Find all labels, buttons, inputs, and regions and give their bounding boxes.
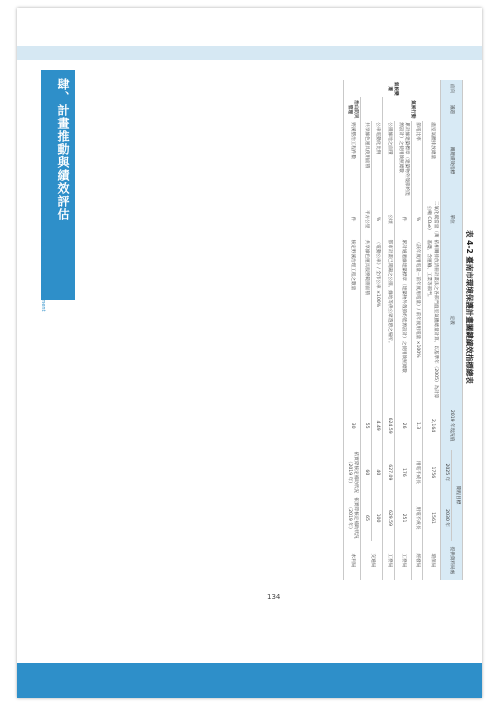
baseline-cell: 1.3 [412, 402, 423, 450]
page-number: 134 [267, 593, 281, 601]
rotated-table-area [87, 80, 479, 590]
chapter-title-en: Plan Promotion and Performance Assessment [40, 198, 46, 312]
bottom-color-bar [17, 663, 482, 698]
kpi-cell: 野溪整治工程件數 [343, 121, 360, 199]
target-2030-cell: 251 [394, 495, 411, 541]
definition-cell: 共享綠色運具服務範圍面積 [361, 239, 372, 402]
target-2030-cell: 依實際核定補助狀況（2019 年） [343, 495, 360, 541]
table-header-row [451, 80, 462, 580]
domain-cell: 氣候變遷 [343, 80, 440, 97]
table-caption: 表 4-2 臺南市環境保護計畫關鍵績效指標總表 [465, 230, 474, 384]
header-provider: 提供資料局處 [440, 541, 462, 580]
baseline-cell: 2,164 [423, 402, 440, 450]
topic-cell: 治山防災管理 [343, 97, 360, 121]
provider-cell: 水利局 [343, 541, 360, 580]
target-2025-cell: 1756 [423, 450, 440, 496]
unit-cell: 平方公里 [361, 200, 372, 239]
target-2025-cell: 60 [361, 450, 372, 496]
baseline-cell: 26 [394, 402, 411, 450]
provider-cell: 工務局 [383, 541, 394, 580]
kpi-cell: 累計綠建築標章（建築物外殼節約能源設計）之使用執照總數 [394, 121, 411, 199]
top-color-band [17, 46, 482, 60]
header-topic: 議題 [440, 97, 462, 121]
target-2030-cell: 629.59 [383, 495, 394, 541]
target-2025-cell: 用電不成長 [412, 450, 423, 496]
target-2025-cell: 176 [394, 450, 411, 496]
definition-cell: 依相關排放清冊計畫法之各部門溫室氣體總量計算，以基準年（2005）為計算基礎，含運輸、工業等部門。 [423, 239, 440, 402]
baseline-cell: 30 [343, 402, 360, 450]
target-2025-cell: 627.09 [383, 450, 394, 496]
header-definition: 定義 [440, 239, 462, 402]
target-2030-cell: 1561 [423, 495, 440, 541]
header-2025: 2025 年 [440, 450, 451, 496]
table-inner [87, 80, 479, 590]
definition-cell: （該年度用電量－前年度用電量）/ 前年度用電量 ×100% [412, 239, 423, 402]
document-page [17, 8, 482, 698]
unit-cell: 件 [343, 200, 360, 239]
target-2030-cell: 65 [361, 495, 372, 541]
target-2030-cell: 用電不成長 [412, 495, 423, 541]
top-margin [17, 8, 482, 46]
target-2025-cell: 依實際核定補助狀況（2019 年） [343, 450, 360, 496]
provider-cell: 經發局 [412, 541, 423, 580]
provider-cell: 交通局 [361, 541, 383, 580]
kpi-cell: 溫室氣體排放總量 [423, 121, 440, 199]
kpi-cell: 公園綠地之面積 [383, 121, 394, 199]
kpi-cell: 公車電動化比例 [372, 121, 383, 199]
unit-cell: 二氧化碳當量（萬公噸 CO₂e） [423, 200, 440, 239]
table-row [412, 80, 423, 580]
baseline-cell: 4.49 [372, 402, 383, 450]
kpi-table [343, 80, 463, 580]
topic-cell: 氣候行動 [383, 97, 440, 121]
unit-cell: 件 [394, 200, 411, 239]
header-target-group: 期程目標 [451, 450, 462, 541]
kpi-cell: 共享綠色運具使用面積 [361, 121, 372, 199]
table-row [383, 80, 394, 580]
table-row [372, 80, 383, 580]
header-kpi: 關鍵績效指標 [440, 121, 462, 199]
table-row [361, 80, 372, 580]
unit-cell: % [372, 200, 383, 239]
table-row [423, 80, 440, 580]
kpi-cell: 節電比率 [412, 121, 423, 199]
provider-cell: 環保局 [423, 541, 440, 580]
header-unit: 單位 [440, 200, 462, 239]
table-row [394, 80, 411, 580]
topic-cell [361, 97, 383, 121]
header-2030: 2030 年 [440, 495, 451, 541]
baseline-cell: 624.59 [383, 402, 394, 450]
unit-cell: % [412, 200, 423, 239]
unit-cell: 公頃 [383, 200, 394, 239]
definition-cell: 核定野溪治理工程之數量 [343, 239, 360, 402]
header-baseline: 2019 年現況值 [440, 402, 462, 450]
provider-cell: 工務局 [394, 541, 411, 580]
definition-cell: 累計通過綠建築標章（建築物外殼節約能源設計）之使用執照總數 [394, 239, 411, 402]
definition-cell: （電動公車）/ 全市公車 ×100% [372, 239, 383, 402]
definition-cell: 都市計畫已開闢之公園、綠地等供公眾遊憩之場所。 [383, 239, 394, 402]
target-2025-cell: 40 [372, 450, 383, 496]
table-row [343, 80, 360, 580]
header-domain: 面向 [440, 80, 462, 97]
target-2030-cell: 100 [372, 495, 383, 541]
baseline-cell: 55 [361, 402, 372, 450]
chapter-title: 肆、計畫推動與績效評估 [56, 78, 70, 221]
